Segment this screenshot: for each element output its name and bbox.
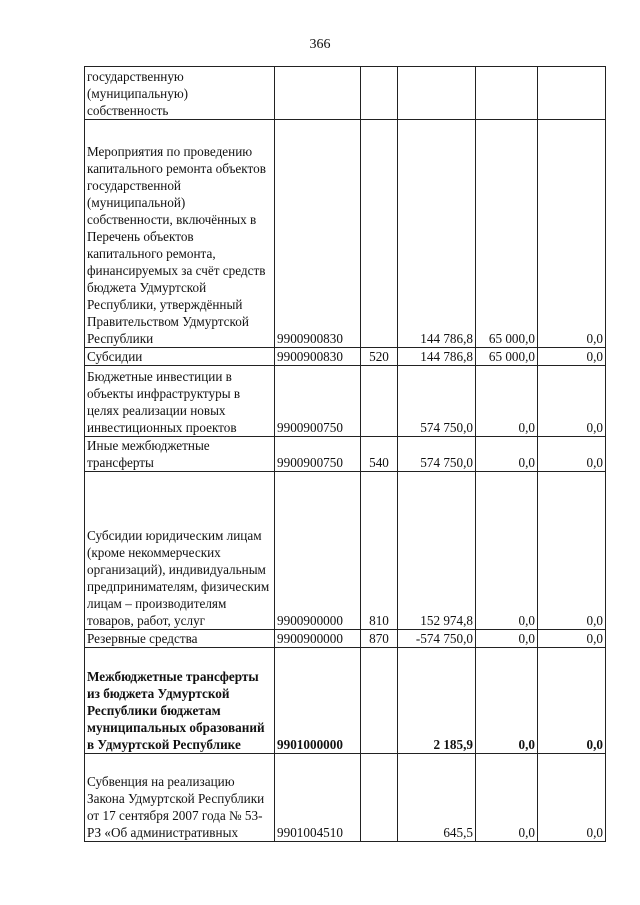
row-name: Иные межбюджетные трансферты <box>85 437 275 472</box>
row-name: Субвенция на реализацию Закона Удмуртской Республики от 17 сентября 2007 года № 53-РЗ «Об административных <box>85 754 275 842</box>
row-value-2: 0,0 <box>538 648 606 754</box>
row-expense-type: 870 <box>361 630 398 648</box>
table-row <box>85 630 606 648</box>
row-value-2: 0,0 <box>538 630 606 648</box>
row-value-1: 65 000,0 <box>476 120 538 348</box>
row-value-2: 0,0 <box>538 348 606 366</box>
row-name: Межбюджетные трансферты из бюджета Удмуртской Республики бюджетам муниципальных образований в Удмуртской Республике <box>85 648 275 754</box>
row-name: Мероприятия по проведению капитального ремонта объектов государственной (муниципальной) собственности, включённых в Перечень объектов капитального ремонта, финансируемых за счёт средств бюджета Удмуртской Республики, утверждённый Правительством Удмуртской Республики <box>85 120 275 348</box>
table-row <box>85 348 606 366</box>
row-value-2: 0,0 <box>538 366 606 437</box>
row-expense-type <box>361 648 398 754</box>
row-amount: 2 185,9 <box>398 648 476 754</box>
row-name: Субсидии юридическим лицам (кроме некоммерческих организаций), индивидуальным предпринимателям, физическим лицам – производителям товаров, работ, услуг <box>85 472 275 630</box>
row-expense-type <box>361 366 398 437</box>
row-expense-type: 810 <box>361 472 398 630</box>
row-value-1: 0,0 <box>476 472 538 630</box>
row-name: государственную (муниципальную) собственность <box>85 67 275 120</box>
row-expense-type <box>361 67 398 120</box>
row-code: 9900900750 <box>275 437 361 472</box>
row-value-2: 0,0 <box>538 437 606 472</box>
row-code <box>275 67 361 120</box>
table-row <box>85 67 606 120</box>
budget-table-body <box>85 67 606 842</box>
row-amount: 144 786,8 <box>398 348 476 366</box>
table-row <box>85 754 606 842</box>
row-value-1: 0,0 <box>476 630 538 648</box>
table-row <box>85 366 606 437</box>
row-value-2: 0,0 <box>538 754 606 842</box>
row-expense-type <box>361 754 398 842</box>
row-value-2: 0,0 <box>538 120 606 348</box>
row-value-1: 0,0 <box>476 754 538 842</box>
budget-table <box>84 66 606 842</box>
row-value-1: 0,0 <box>476 648 538 754</box>
row-value-2 <box>538 67 606 120</box>
row-amount: 144 786,8 <box>398 120 476 348</box>
row-code: 9901000000 <box>275 648 361 754</box>
row-value-1: 65 000,0 <box>476 348 538 366</box>
table-row <box>85 648 606 754</box>
row-value-1 <box>476 67 538 120</box>
row-code: 9900900000 <box>275 472 361 630</box>
row-name: Бюджетные инвестиции в объекты инфраструктуры в целях реализации новых инвестиционных проектов <box>85 366 275 437</box>
table-row <box>85 437 606 472</box>
row-name: Субсидии <box>85 348 275 366</box>
table-row <box>85 120 606 348</box>
row-amount: 574 750,0 <box>398 366 476 437</box>
row-code: 9901004510 <box>275 754 361 842</box>
row-expense-type: 540 <box>361 437 398 472</box>
row-code: 9900900830 <box>275 348 361 366</box>
row-expense-type <box>361 120 398 348</box>
row-code: 9900900750 <box>275 366 361 437</box>
row-amount: -574 750,0 <box>398 630 476 648</box>
row-amount: 152 974,8 <box>398 472 476 630</box>
row-amount <box>398 67 476 120</box>
row-amount: 574 750,0 <box>398 437 476 472</box>
table-row <box>85 472 606 630</box>
row-value-2: 0,0 <box>538 472 606 630</box>
row-code: 9900900000 <box>275 630 361 648</box>
row-value-1: 0,0 <box>476 366 538 437</box>
row-name: Резервные средства <box>85 630 275 648</box>
row-value-1: 0,0 <box>476 437 538 472</box>
page-number: 366 <box>309 37 331 52</box>
row-code: 9900900830 <box>275 120 361 348</box>
row-amount: 645,5 <box>398 754 476 842</box>
row-expense-type: 520 <box>361 348 398 366</box>
